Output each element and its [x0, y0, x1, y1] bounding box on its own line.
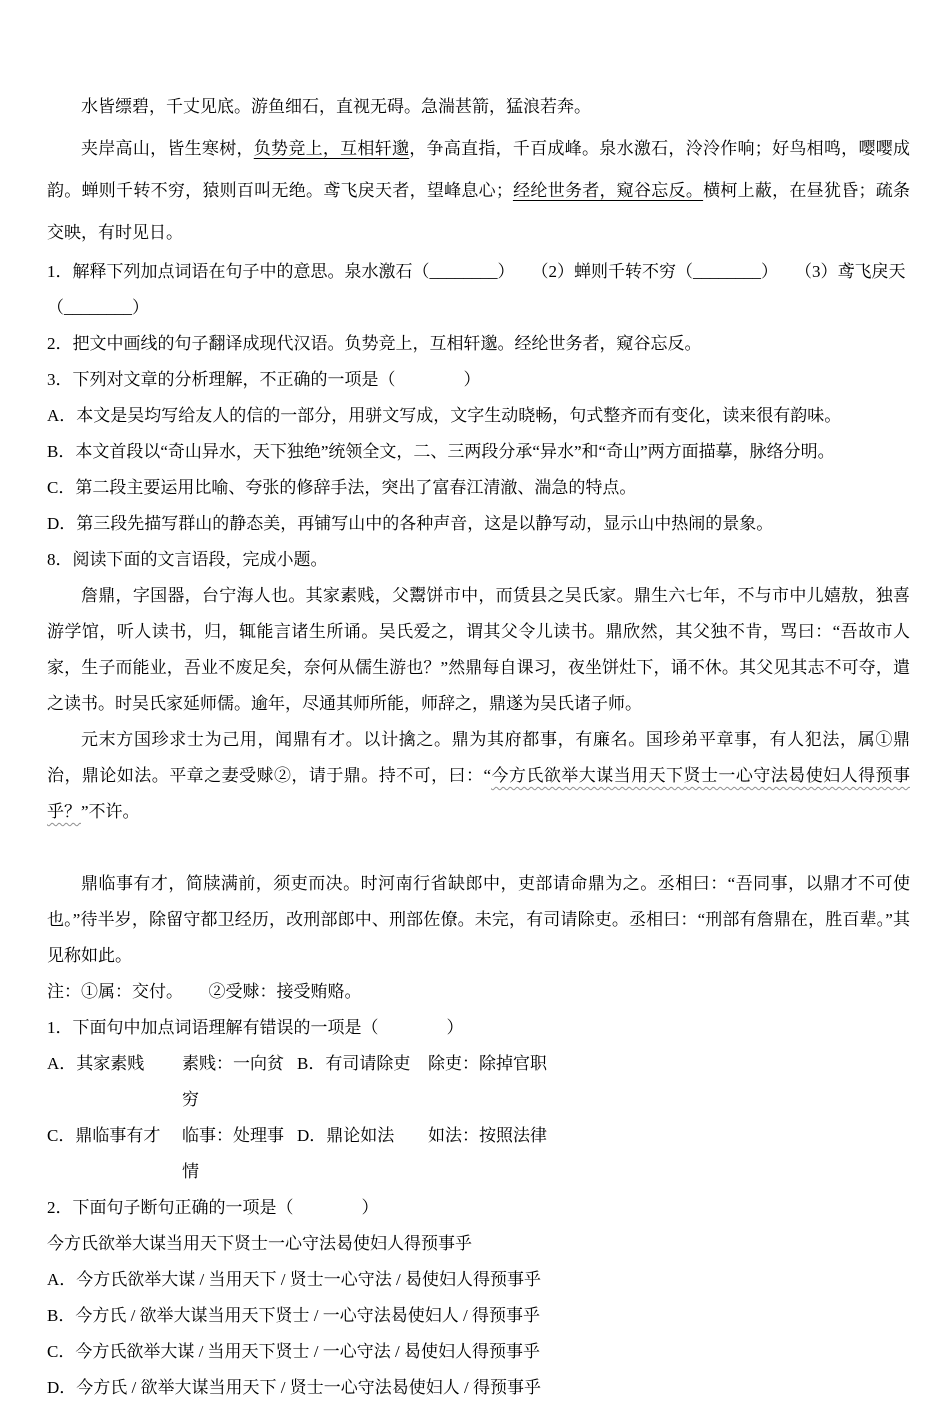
question-3-option-d	[47, 506, 910, 542]
section8-q2-option-c	[47, 1334, 910, 1370]
passage1-para2-text: ，争高直指，千百成峰。泉水激石，泠泠作响；好鸟相鸣，嘤嘤成韵。蝉则千转不穷，猿则百叫无绝。鸢飞戾天者，望峰息心；	[47, 139, 911, 200]
section8-para2-text: ”不许。	[81, 802, 140, 821]
section8-para2-text: 元末方国珍求士为己用，闻鼎有才。以计擒之。鼎为其府都事，有廉名。国珍弟平章事，有人犯法，属①鼎治，鼎论如法。平章之妻受赇②，请于鼎。持不可，曰：“	[47, 730, 910, 785]
question-1-text: 1．解释下列加点词语在句子中的意思。泉水激石（________） （2）蝉则千转不穷（________） （3）鸢飞戾天	[47, 262, 906, 281]
option-text: C．今方氏欲举大谋 / 当用天下贤士 / 一心守法 / 曷使妇人得预事乎	[47, 1342, 541, 1361]
question-3-option-c	[47, 470, 910, 506]
option-b-gloss: 除吏：除掉官职	[428, 1054, 547, 1073]
underlined-phrase-2: 经纶世务者，窥谷忘反。	[512, 181, 704, 200]
section8-q2-option-b	[47, 1298, 910, 1334]
wavy-underlined-phrase: 今方氏欲举大谋当用天下贤士一心守法曷使妇人得预事乎？	[47, 766, 910, 821]
option-text: B．本文首段以“奇山异水，天下独绝”统领全文，二、三两段分承“异水”和“奇山”两方面描摹，脉络分明。	[47, 442, 835, 461]
section-8-zhanding	[47, 542, 910, 1010]
answer-blank: （________）	[47, 298, 149, 317]
option-b-phrase: B．有司请除吏	[297, 1054, 411, 1073]
question-3	[47, 362, 910, 398]
option-text: A．今方氏欲举大谋 / 当用天下 / 贤士一心守法 / 曷使妇人得预事乎	[47, 1270, 541, 1289]
passage1-paragraph-2	[47, 128, 910, 254]
section8-paragraph-3	[47, 866, 910, 974]
underlined-phrase-1: 负势竞上，互相轩邈	[253, 139, 410, 158]
option-d-phrase: D．鼎论如法	[297, 1126, 395, 1145]
section8-paragraph-2	[47, 722, 910, 830]
question-2-text: 2．把文中画线的句子翻译成现代汉语。负势竞上，互相轩邈。经纶世务者，窥谷忘反。	[47, 334, 702, 353]
section8-q1-option-row-ab	[47, 1046, 910, 1118]
question-1-answer-blank	[47, 290, 910, 326]
section8-q2-option-a	[47, 1262, 910, 1298]
questions-section8	[47, 1010, 910, 1406]
section8-q2-option-d	[47, 1370, 910, 1406]
questions-passage1	[47, 254, 910, 542]
section8-para1-text: 詹鼎，字国器，台宁海人也。其家素贱，父鬻饼市中，而赁县之吴氏家。鼎生六七年，不与市中儿嬉敖，独喜游学馆，听人读书，归，辄能言诸生所诵。吴氏爱之，谓其父令儿读书。鼎欣然，其父独不肯，骂曰：“吾故市人家，生子而能业，吾业不废足矣，奈何从儒生游也？”然鼎每自课习，夜坐饼灶下，诵不休。其父见其志不可夺，遣之读书。时吴氏家延师儒。逾年，尽通其师所能，师辞之，鼎遂为吴氏诸子师。	[47, 586, 910, 713]
section8-q1-option-row-cd	[47, 1118, 910, 1190]
section8-para3-text: 鼎临事有才，简牍满前，须吏而决。时河南行省缺郎中，吏部请命鼎为之。丞相曰：“吾同事，以鼎才不可使也。”待半岁，除留守都卫经历，改刑部郎中、刑部佐僚。未完，有司请除吏。丞相曰：“刑部有詹鼎在，胜百辈。”其见称如此。	[47, 874, 910, 965]
section8-footnote	[47, 974, 910, 1010]
section-8-heading	[47, 542, 910, 578]
question-3-option-b	[47, 434, 910, 470]
option-c-gloss: 临事：处理事情	[182, 1126, 284, 1181]
passage1-para1-text: 水皆缥碧，千丈见底。游鱼细石，直视无碍。急湍甚箭，猛浪若奔。	[81, 97, 591, 116]
passage1-para2-text: 横柯上蔽，在昼犹昏；疏条交映，有时见日。	[47, 181, 911, 242]
option-text: A．本文是吴均写给友人的信的一部分，用骈文写成，文字生动晓畅，句式整齐而有变化，读来很有韵味。	[47, 406, 842, 425]
section8-question-2	[47, 1190, 910, 1226]
question-1	[47, 254, 910, 290]
option-c-phrase: C．鼎临事有才	[47, 1126, 161, 1145]
section8-question-1	[47, 1010, 910, 1046]
option-d-gloss: 如法：按照法律	[428, 1126, 547, 1145]
option-text: D．今方氏 / 欲举大谋当用天下 / 贤士一心守法曷使妇人 / 得预事乎	[47, 1378, 541, 1397]
option-a-gloss: 素贱：一向贫穷	[182, 1054, 284, 1109]
section8-q2-stem	[47, 1226, 910, 1262]
blank-line	[47, 830, 910, 866]
question-text: 2．下面句子断句正确的一项是（ ）	[47, 1198, 379, 1217]
passage-yuzhuyuansishu	[47, 86, 910, 254]
question-text: 1．下面句中加点词语理解有错误的一项是（ ）	[47, 1018, 464, 1037]
stem-text: 今方氏欲举大谋当用天下贤士一心守法曷使妇人得预事乎	[47, 1234, 472, 1253]
footnote-text: 注：①属：交付。 ②受赇：接受贿赂。	[47, 982, 362, 1001]
question-3-text: 3．下列对文章的分析理解，不正确的一项是（ ）	[47, 370, 481, 389]
passage1-para2-text: 夹岸高山，皆生寒树，	[81, 139, 254, 158]
question-2	[47, 326, 910, 362]
question-3-option-a	[47, 398, 910, 434]
option-text: C．第二段主要运用比喻、夸张的修辞手法，突出了富春江清澈、湍急的特点。	[47, 478, 637, 497]
section-8-heading-text: 8．阅读下面的文言语段，完成小题。	[47, 550, 328, 569]
option-a-phrase: A．其家素贱	[47, 1054, 145, 1073]
section8-paragraph-1	[47, 578, 910, 722]
passage1-paragraph-1	[47, 86, 910, 128]
option-text: B．今方氏 / 欲举大谋当用天下贤士 / 一心守法曷使妇人 / 得预事乎	[47, 1306, 541, 1325]
option-text: D．第三段先描写群山的静态美，再铺写山中的各种声音，这是以静写动，显示山中热闹的景象。	[47, 514, 774, 533]
